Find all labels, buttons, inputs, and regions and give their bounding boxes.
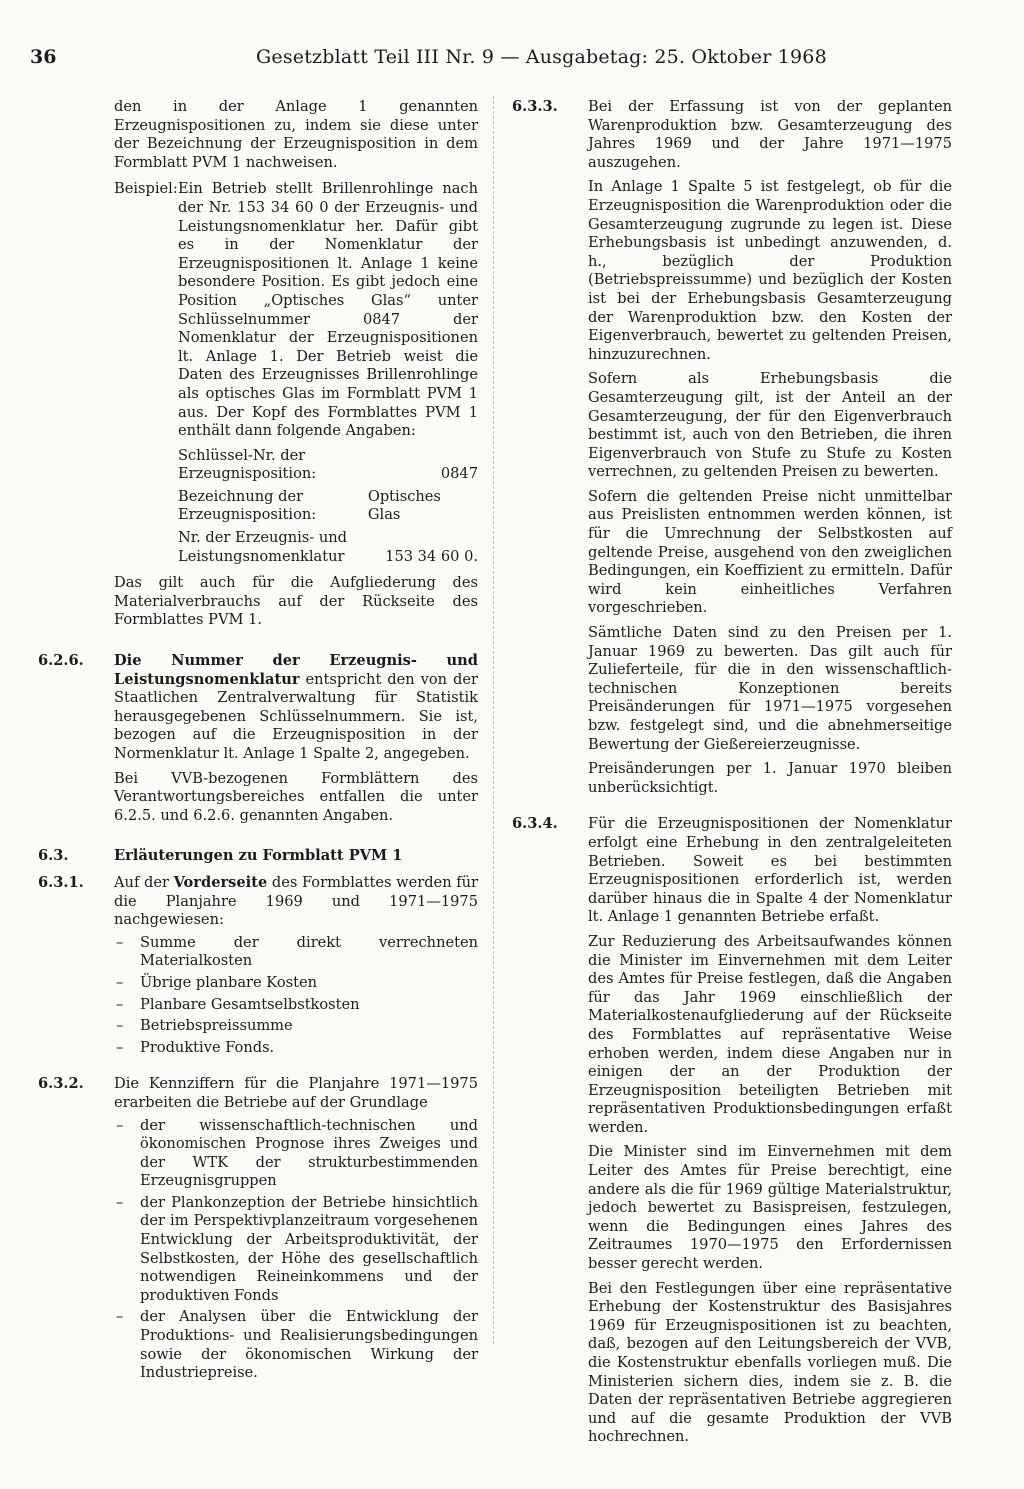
paragraph-text: des Formblattes werden für die Planjahre 1969 und 1971—1975 nachgewiesen: bbox=[114, 873, 479, 929]
paragraph: Die Minister sind im Einvernehmen mit dem Leiter des Amtes für Preise berechtigt, eine andere als die für 1969 gültige Materialstruktur, jedoch bewertet zu Basispreisen, festzulegen, wenn die Bedingungen eines Jahres des Zeitraumes 1970—1975 den Erfordernissen besser gerecht werden. bbox=[588, 1143, 952, 1273]
section-number: 6.2.6. bbox=[38, 652, 84, 670]
paragraph: Preisänderungen per 1. Januar 1970 bleiben unberücksichtigt. bbox=[588, 760, 952, 796]
list-item: – Planbare Gesamtselbstkosten bbox=[114, 996, 478, 1015]
kv-key: Nr. der Erzeugnis- und Leistungsnomenklatur bbox=[178, 529, 347, 565]
section-continued bbox=[38, 98, 478, 172]
example-label: Beispiel: bbox=[114, 180, 178, 198]
kv-value: 153 34 60 0. bbox=[385, 547, 478, 565]
page-number: 36 bbox=[30, 46, 57, 68]
kv-row bbox=[178, 529, 478, 566]
section-number: 6.3.4. bbox=[512, 815, 558, 833]
cost-list bbox=[114, 934, 478, 1058]
page-header bbox=[30, 46, 990, 70]
section-6-2-6-paragraph bbox=[114, 652, 478, 764]
section-6-3 bbox=[38, 847, 478, 866]
section-continued-2 bbox=[38, 574, 478, 630]
paragraph: Bei der Erfassung ist von der geplanten Warenproduktion bzw. Gesamterzeugung des Jahres 1969 und der Jahre 1971—1975 auszugehen. bbox=[588, 98, 952, 171]
kv-value: Optisches Glas bbox=[367, 487, 441, 524]
basis-list bbox=[114, 1117, 478, 1383]
after-example-paragraph: Das gilt auch für die Aufgliederung des Materialverbrauchs auf der Rückseite des Formblattes PVM 1. bbox=[114, 574, 478, 629]
intro-paragraph: den in der Anlage 1 genannten Erzeugnispositionen zu, indem sie diese unter der Bezeichnung der Erzeugnisposition in dem Formblatt PVM 1 nachweisen. bbox=[114, 98, 478, 171]
paragraph: In Anlage 1 Spalte 5 ist festgelegt, ob für die Erzeugnisposition die Warenproduktion oder die Gesamterzeugung zugrunde zu legen ist. Diese Erhebungsbasis ist unbedingt anzuwenden, d. h., bezüglich der Produktion (Betriebspreissumme) und bezüglich der Kosten ist bei der Erhebungsbasis Gesamterzeugung der Warenproduktion bzw. den Kosten der Eigenverbrauch, bewertet zu geltenden Preisen, hinzuzurechnen. bbox=[588, 178, 952, 363]
bold-term: Vorderseite bbox=[173, 873, 268, 891]
list-item: – Summe der direkt verrechneten Materialkosten bbox=[114, 934, 478, 971]
paragraph: Für die Erzeugnispositionen der Nomenklatur erfolgt eine Erhebung in den zentralgeleiteten Betrieben. Soweit es bei bestimmten Erzeugnispositionen erforderlich ist, werden darüber hinaus die in Spalte 4 der Nomenklatur lt. Anlage 1 genannten Betriebe erfaßt. bbox=[588, 815, 952, 926]
list-item: – Übrige planbare Kosten bbox=[114, 974, 478, 993]
kv-value: 0847 bbox=[440, 465, 478, 483]
left-column bbox=[38, 98, 478, 1386]
paragraph-text: Auf der bbox=[114, 873, 174, 891]
section-6-3-2 bbox=[38, 1075, 478, 1383]
right-column bbox=[512, 98, 952, 1447]
kv-row bbox=[178, 447, 478, 484]
paragraph: Zur Reduzierung des Arbeitsaufwandes können die Minister im Einvernehmen mit dem Leiter des Amtes für Preise festlegen, daß die Angaben für das Jahr 1969 einschließlich der Materialkostenaufgliederung auf der Rückseite des Formblattes auf repräsentative Weise erhoben werden, indem diese Angaben nur in einigen der an der Produktion der Erzeugnisposition beteiligten Betrieben mit repräsentativen Produktionsbedingungen erfaßt werden. bbox=[588, 932, 952, 1136]
paragraph: Sofern als Erhebungsbasis die Gesamterzeugung gilt, ist der Anteil an der Gesamterzeugung, der für den Eigenverbrauch bestimmt ist, auch von den Betrieben, die ihren Eigenverbrauch von Stufe zu Stufe zu Kosten verrechnen, zu geltenden Preisen zu bewerten. bbox=[588, 370, 952, 481]
example-block bbox=[38, 180, 478, 566]
kv-key: Bezeichnung der Erzeugnisposition: bbox=[178, 487, 317, 524]
list-item: – der Plankonzeption der Betriebe hinsichtlich der im Perspektivplanzeitraum vorgesehenen Entwicklung der Arbeitsproduktivität, der Selbstkosten, der Höhe des gesellschaftlich notwendigen Reineinkommens und der produktiven Fonds bbox=[114, 1194, 478, 1306]
paragraph-text: entspricht den von der Staatlichen Zentralverwaltung für Statistik herausgegebenen Schlüsselnummern. Sie ist, bezogen auf die Erzeugnisposition in der Normenklatur lt. Anlage 1 Spalte 2, angegeben. bbox=[114, 670, 478, 762]
paragraph: Bei den Festlegungen über eine repräsentative Erhebung der Kostenstruktur des Basisjahres 1969 für Erzeugnispositionen ist zu beachten, daß, bezogen auf den Leitungsbereich der VVB, die Kostenstruktur ebenfalls vorliegen muß. Die Ministerien sichern dies, indem sie z. B. die Daten der repräsentativen Betriebe aggregieren und auf die gesamte Produktion der VVB hochrechnen. bbox=[588, 1279, 952, 1446]
example-text: Ein Betrieb stellt Brillenrohlinge nach der Nr. 153 34 60 0 der Erzeugnis- und Leistungsnomenklatur her. Dafür gibt es in der Nomenklatur der Erzeugnispositionen lt. Anlage 1 keine besondere Position. Es gibt jedoch eine Position „Optisches Glas“ unter Schlüsselnummer 0847 der Nomenklatur der Erzeugnispositionen lt. Anlage 1. Der Betrieb weist die Daten des Erzeugnisses Brillenrohlinge als optisches Glas im Formblatt PVM 1 aus. Der Kopf des Formblattes PVM 1 enthält dann folgende Angaben: bbox=[178, 180, 478, 440]
list-item: – der wissenschaftlich-technischen und ökonomischen Prognose ihres Zweiges und der WTK der strukturbestimmenden Erzeugnisgruppen bbox=[114, 1117, 478, 1191]
form-header-values bbox=[178, 447, 478, 567]
section-6-3-2-paragraph: Die Kennziffern für die Planjahre 1971—1975 erarbeiten die Betriebe auf der Grundlage bbox=[114, 1075, 478, 1111]
section-6-3-1 bbox=[38, 874, 478, 1057]
section-6-2-6-paragraph-2: Bei VVB-bezogenen Formblättern des Verantwortungsbereiches entfallen die unter 6.2.5. und 6.2.6. genannten Angaben. bbox=[114, 769, 478, 824]
section-number: 6.3.3. bbox=[512, 98, 558, 115]
section-6-3-4 bbox=[512, 815, 952, 1447]
list-item: – der Analysen über die Entwicklung der Produktions- und Realisierungsbedingungen sowie der ökonomischen Wirkung der Industriepreise. bbox=[114, 1308, 478, 1382]
column-divider bbox=[493, 96, 494, 1344]
paragraph: Sämtliche Daten sind zu den Preisen per 1. Januar 1969 zu bewerten. Das gilt auch für Zulieferteile, für die in den wissenschaftlich-technischen Konzeptionen bereits Preisänderungen für 1971—1975 vorgesehen bzw. festgelegt sind, und die abnehmerseitige Bewertung der Gießereierzeugnisse. bbox=[588, 624, 952, 753]
header-title: Gesetzblatt Teil III Nr. 9 — Ausgabetag: 25. Oktober 1968 bbox=[256, 46, 827, 68]
list-item: – Betriebspreissumme bbox=[114, 1017, 478, 1036]
section-number: 6.3.1. bbox=[38, 873, 84, 891]
paragraph: Sofern die geltenden Preise nicht unmittelbar aus Preislisten entnommen werden können, ist für die Umrechnung der Selbstkosten auf geltende Preise, ausgehend von den zweiglichen Bedingungen, ein Koeffizient zu ermitteln. Dafür wird kein einheitliches Verfahren vorgeschrieben. bbox=[588, 487, 952, 617]
kv-row bbox=[178, 488, 478, 525]
section-6-2-6 bbox=[38, 652, 478, 825]
section-number: 6.3.2. bbox=[38, 1075, 84, 1093]
section-number: 6.3. bbox=[38, 847, 69, 865]
list-item: – Produktive Fonds. bbox=[114, 1039, 478, 1058]
bold-term: Die Nummer der Erzeugnis- und Leistungsnomenklatur bbox=[114, 652, 478, 688]
kv-key: Schlüssel-Nr. der Erzeugnisposition: bbox=[178, 446, 317, 483]
section-6-3-1-paragraph bbox=[114, 874, 478, 930]
section-heading: Erläuterungen zu Formblatt PVM 1 bbox=[114, 847, 403, 865]
section-6-3-3 bbox=[512, 98, 952, 797]
